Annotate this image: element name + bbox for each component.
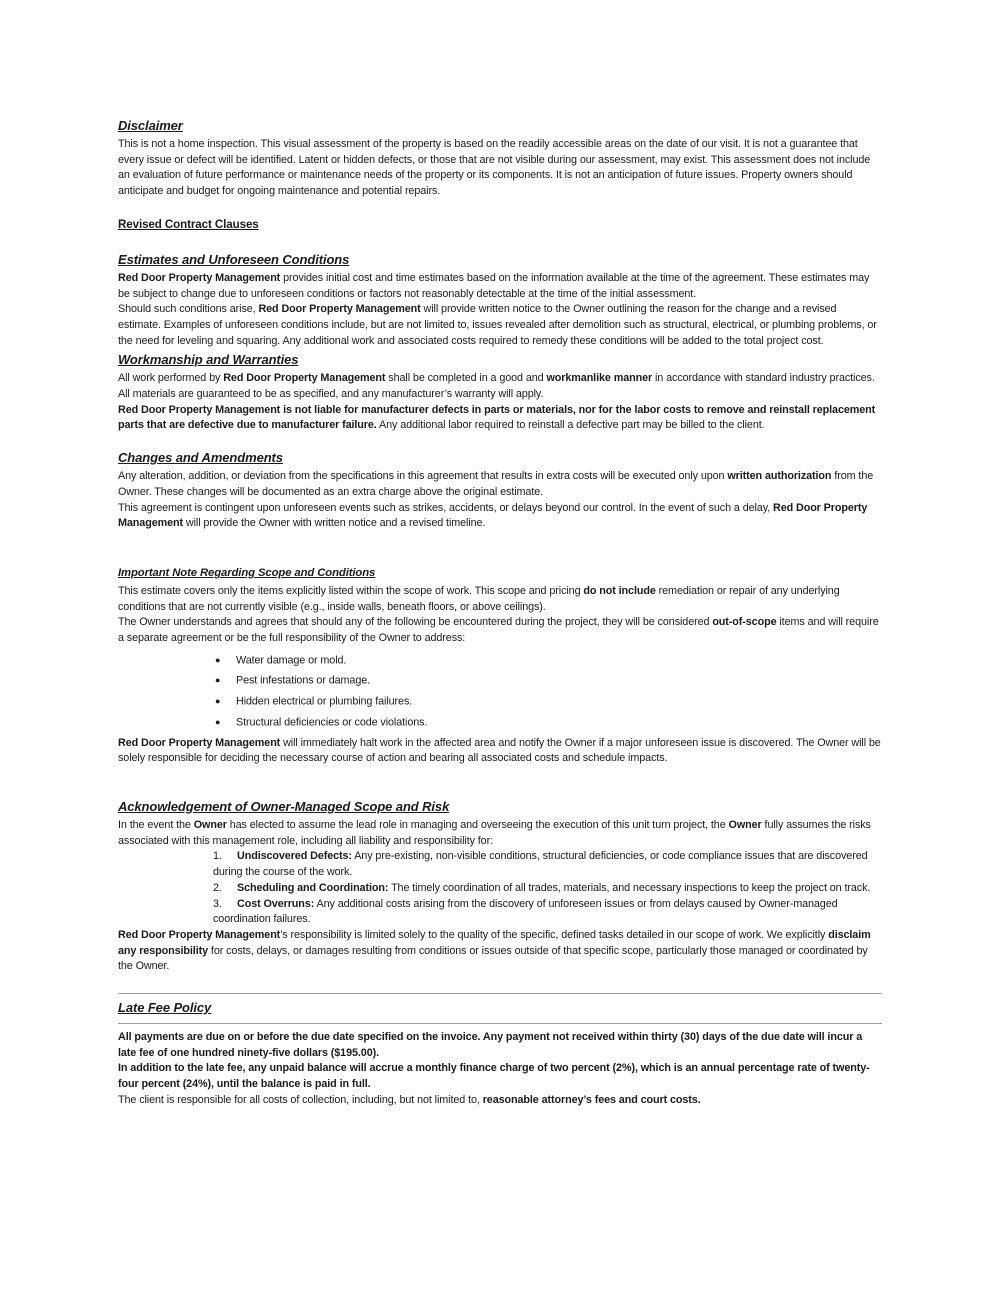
late-fee-policy-heading: Late Fee Policy (118, 1000, 212, 1016)
revised-contract-clauses-heading: Revised Contract Clauses (118, 217, 259, 231)
disclaimer-paragraph: This is not a home inspection. This visual assessment of the property is based on the readily accessible areas on the date of our visit. It is not a guarantee that every issue or defect will be identified. Latent or hidden defects, or those that are not visible during our assessment, may exist. This assessment does not include an evaluation of future performance or maintenance needs of the property or its components. It is not an anticipation of future issues. Property owners should anticipate and budget for ongoing maintenance and potential repairs. (118, 138, 871, 198)
late-fee-paragraph-1: All payments are due on or before the due date specified on the invoice. Any payment not received within thirty (30) days of the due date will incur a late fee of one hundred ninety-five dollars ($195.00). (118, 1031, 863, 1059)
workmanship-heading: Workmanship and Warranties (118, 352, 299, 368)
changes-paragraph-2: This agreement is contingent upon unforeseen events such as strikes, accidents, or delays beyond our control. In the event of such a delay, Red Door Property Management will provide the Owner with written notice and a revised timeline. (118, 501, 868, 530)
late-fee-paragraph-2: In addition to the late fee, any unpaid balance will accrue a monthly finance charge of two percent (2%), which is an annual percentage rate of twenty-four percent (24%), until the balance is paid in full. (118, 1062, 870, 1091)
numbered-item-text: Scheduling and Coordination: The timely coordination of all trades, materials, and necessary inspections to keep the project on track. (237, 881, 871, 894)
numbered-item-text: Cost Overruns: Any additional costs arising from the discovery of unforeseen issues or from delays caused by Owner-managed coordination failures. (213, 897, 838, 926)
estimates-paragraph-2: Should such conditions arise, Red Door Property Management will provide written notice to the Owner outlining the reason for the change and a revised estimate. Examples of unforeseen conditions include, but are not limited to, issues revealed after demolition such as structural, electrical, or plumbing problems, or the need for leveling and squaring. Any additional work and associated costs required to remedy these conditions will be added to the total project cost. (118, 303, 877, 347)
estimates-heading: Estimates and Unforeseen Conditions (118, 251, 350, 267)
acknowledgement-heading: Acknowledgement of Owner-Managed Scope and Risk (118, 798, 450, 814)
bullet-item (215, 715, 882, 731)
numbered-item (213, 897, 882, 928)
important-note-heading: Important Note Regarding Scope and Conditions (118, 566, 376, 579)
important-note-paragraph-1: This estimate covers only the items explicitly listed within the scope of work. This scope and pricing do not include remediation or repair of any underlying conditions that are not currently visible (e.g., inside walls, beneath floors, or above ceilings). (118, 584, 840, 613)
numbered-item (213, 881, 882, 897)
bullet-icon: ● (215, 716, 221, 727)
bullet-item-label: Hidden electrical or plumbing failures. (236, 695, 413, 708)
item-number: 3. (213, 897, 222, 910)
out-of-scope-bullet-list (215, 653, 882, 731)
bullet-item-label: Pest infestations or damage. (236, 674, 371, 687)
horizontal-rule (118, 993, 882, 994)
item-number: 1. (213, 850, 222, 863)
changes-paragraph-1: Any alteration, addition, or deviation from the specifications in this agreement that results in extra costs will be executed only upon written authorization from the Owner. These changes will be documented as an extra charge above the original estimate. (118, 470, 874, 498)
estimates-paragraph-1: Red Door Property Management provides initial cost and time estimates based on the information available at the time of the agreement. These estimates may be subject to change due to unforeseen conditions or factors not reasonably detectable at the time of the initial assessment. (118, 271, 870, 300)
bullet-item (215, 694, 882, 710)
bullet-item (215, 673, 882, 689)
important-note-closing-paragraph: Red Door Property Management will immediately halt work in the affected area and notify the Owner if a major unforeseen issue is discovered. The Owner will be solely responsible for deciding the necessary course of action and bearing all associated costs and schedule impacts. (118, 736, 881, 765)
bullet-item-label: Structural deficiencies or code violations. (236, 716, 428, 729)
workmanship-paragraph-1: All work performed by Red Door Property Management shall be completed in a good and workmanlike manner in accordance with standard industry practices. All materials are guaranteed to be as specified, and any manufacturer’s warranty will apply. (118, 372, 875, 401)
bullet-icon: ● (215, 675, 221, 686)
horizontal-rule (118, 1023, 882, 1024)
acknowledgement-paragraph: In the event the Owner has elected to assume the lead role in managing and overseeing the execution of this unit turn project, the Owner fully assumes the risks associated with this management role, including all liability and responsibility for: (118, 818, 871, 847)
disclaimer-heading: Disclaimer (118, 118, 183, 133)
changes-heading: Changes and Amendments (118, 450, 283, 466)
late-fee-paragraph-3: The client is responsible for all costs of collection, including, but not limited to, reasonable attorney’s fees and court costs. (118, 1093, 701, 1106)
numbered-item (213, 849, 882, 880)
owner-risk-numbered-list (213, 849, 882, 928)
important-note-paragraph-2: The Owner understands and agrees that should any of the following be encountered during the project, they will be considered out-of-scope items and will require a separate agreement or be the full responsibility of the Owner to address: (118, 616, 879, 645)
numbered-item-text: Undiscovered Defects: Any pre-existing, non-visible conditions, structural deficiencies, or code compliance issues that are discovered during the course of the work. (213, 850, 868, 879)
bullet-icon: ● (215, 696, 221, 707)
bullet-item (215, 653, 882, 669)
bullet-item-label: Water damage or mold. (236, 654, 347, 667)
workmanship-paragraph-2: Red Door Property Management is not liable for manufacturer defects in parts or materials, nor for the labor costs to remove and reinstall replacement parts that are defective due to manufacturer failure. Any additional labor required to reinstall a defective part may be billed to the client. (118, 403, 876, 432)
acknowledgement-closing-paragraph: Red Door Property Management’s responsibility is limited solely to the quality of the specific, defined tasks detailed in our scope of work. We explicitly disclaim any responsibility for costs, delays, or damages resulting from conditions or issues outside of that specific scope, particularly those managed or coordinated by the Owner. (118, 928, 871, 973)
bullet-icon: ● (215, 654, 221, 665)
item-number: 2. (213, 881, 222, 894)
